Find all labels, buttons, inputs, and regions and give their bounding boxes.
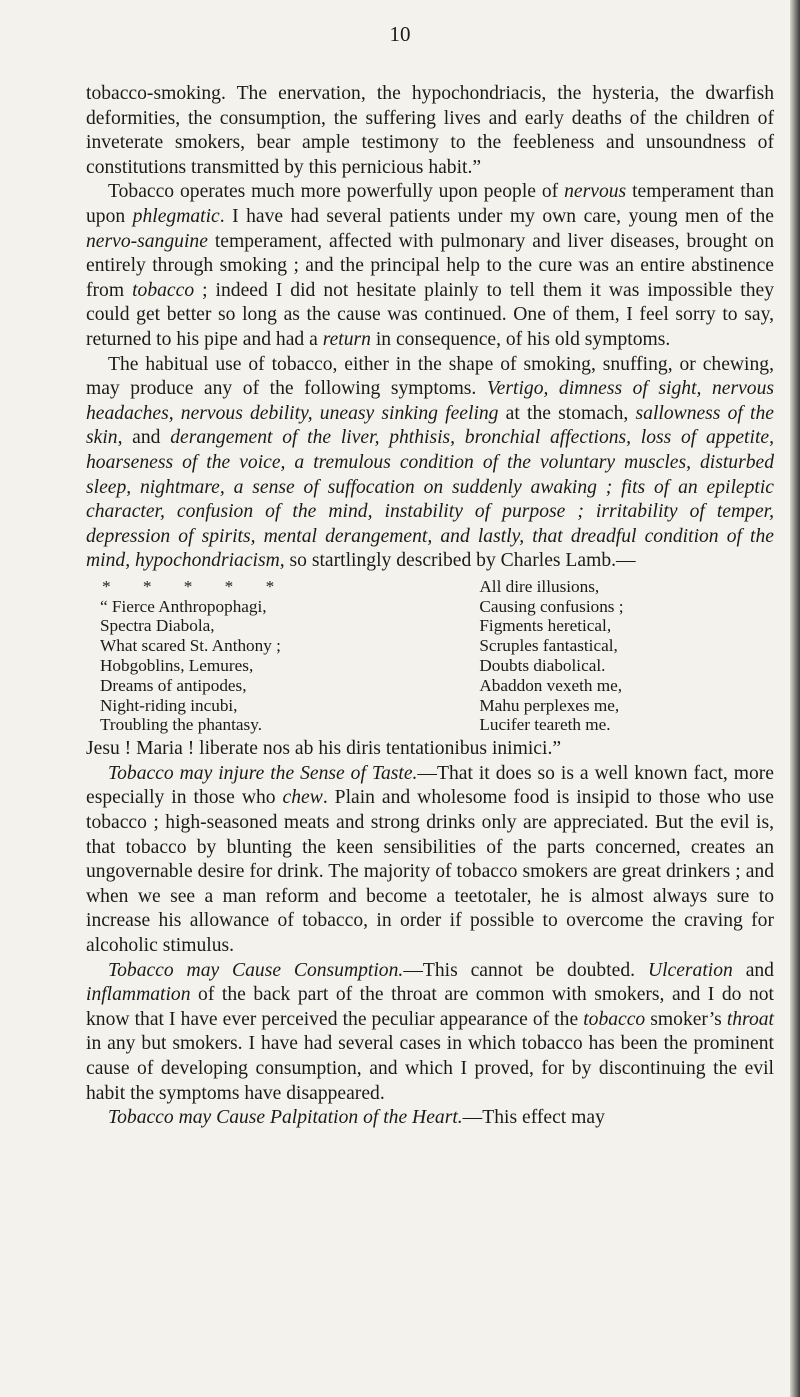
poem-line: “ Fierce Anthropophagi, — [100, 596, 267, 616]
poem-line: Mahu perplexes me, — [479, 695, 620, 715]
poem-line: Scruples fantastical, — [479, 636, 618, 656]
body-text — [86, 82, 774, 1131]
poem-line: Dreams of antipodes, — [100, 675, 247, 695]
poem-line: Lucifer teareth me. — [479, 715, 611, 735]
paragraph-7: Tobacco may Cause Palpitation of the Heart.—This effect may — [108, 1107, 605, 1129]
page-number: 10 — [389, 22, 411, 46]
poem-line: Causing confusions ; — [479, 596, 624, 616]
poem-line: Doubts diabolical. — [479, 656, 606, 676]
poem-left-column — [86, 577, 463, 735]
paragraph-5: Tobacco may injure the Sense of Taste.—That it does so is a well known fact, more especially in those who chew. Plain and wholesome food is insipid to those who use tobacco ; high-seasoned meats and strong drinks only are appreciated. But the evil is, that tobacco by blunting the keen sensibilities of the parts concerned, creates an ungovernable desire for drink. The majority of tobacco smokers are great drinkers ; and when we see a man reform and become a teetotaler, he is almost always sure to increase his allowance of tobacco, in order if possible to overcome the craving for alcoholic stimulus. — [86, 762, 775, 956]
page-edge-shadow — [790, 0, 800, 1397]
poem-line: Troubling the phantasy. — [100, 715, 263, 735]
paragraph-2: Tobacco operates much more powerfully upon people of nervous temperament than upon phlegmatic. I have had several patients under my own care, young men of the nervo-sanguine temperament, affected with pulmonary and liver diseases, brought on entirely through smoking ; and the principal help to the cure was an entire abstinence from tobacco ; indeed I did not hesitate plainly to tell them it was impossible they could get better so long as the cause was continued. One of them, I feel sorry to say, returned to his pipe and had a return in consequence, of his old symptoms. — [86, 181, 774, 350]
poem-line: Spectra Diabola, — [100, 616, 215, 636]
poem-line: Hobgoblins, Lemures, — [100, 656, 254, 676]
poem-right-column — [463, 577, 774, 735]
poem-line: All dire illusions, — [479, 576, 600, 596]
poem-asterisks: * * * * * — [102, 576, 289, 596]
paragraph-6: Tobacco may Cause Consumption.—This cannot be doubted. Ulceration and inflammation of the back part of the throat are common with smokers, and I do not know that I have ever perceived the peculiar appearance of the tobacco smoker’s throat in any but smokers. I have had several cases in which tobacco has been the prominent cause of developing consumption, and which I proved, for by discontinuing the evil habit the symptoms have disappeared. — [86, 959, 774, 1104]
poem-line: Figments heretical, — [479, 616, 612, 636]
poem-line: Night-riding incubi, — [100, 695, 238, 715]
paragraph-1: tobacco-smoking. The enervation, the hypochondriacis, the hysteria, the dwarfish deformities, the consumption, the suffering lives and early deaths of the children of inveterate smokers, bear ample testimony to the feebleness and unsoundness of constitutions transmitted by this pernicious habit.” — [86, 83, 774, 178]
poem-line: What scared St. Anthony ; — [100, 636, 281, 656]
lamb-poem — [86, 577, 774, 735]
paragraph-3: The habitual use of tobacco, either in the shape of smoking, snuffing, or chewing, may produce any of the following symptoms. Vertigo, dimness of sight, nervous headaches, nervous debility, uneasy sinking feeling at the stomach, sallowness of the skin, and derangement of the liver, phthisis, bronchial affections, loss of appetite, hoarseness of the voice, a tremulous condition of the voluntary muscles, disturbed sleep, nightmare, a sense of suffocation on suddenly awaking ; fits of an epileptic character, confusion of the mind, instability of purpose ; irritability of temper, depression of spirits, mental derangement, and lastly, that dreadful condition of the mind, hypochondriacism, so startlingly described by Charles Lamb.— — [86, 353, 774, 572]
paragraph-4: Jesu ! Maria ! liberate nos ab his diris tentationibus inimici.” — [86, 738, 562, 760]
poem-line: Abaddon vexeth me, — [479, 675, 623, 695]
